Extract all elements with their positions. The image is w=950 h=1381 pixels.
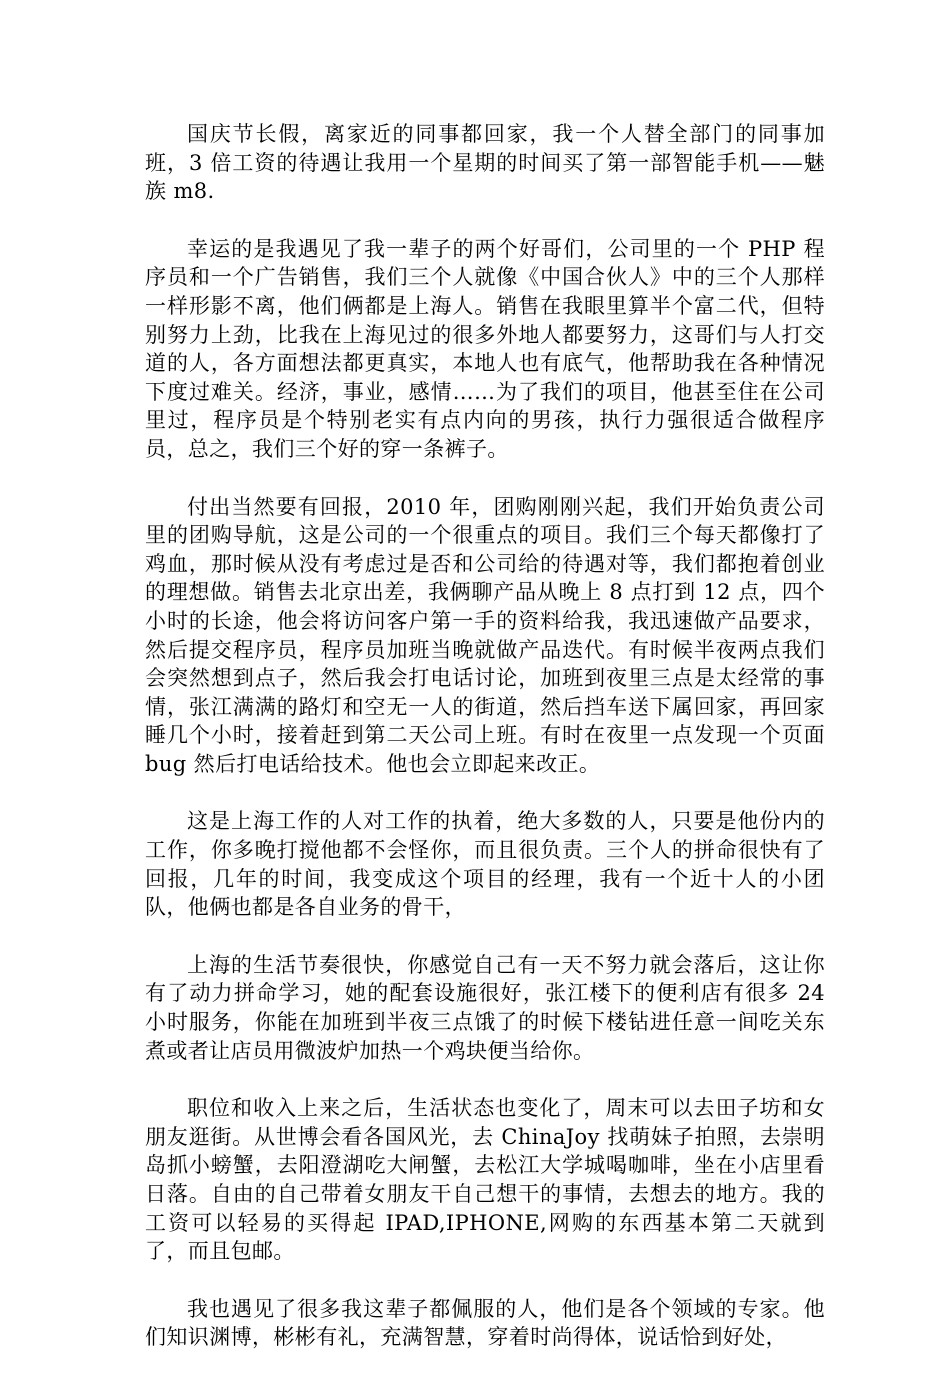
paragraph-3: 付出当然要有回报，2010 年，团购刚刚兴起，我们开始负责公司里的团购导航，这是公司的一个很重点的项目。我们三个每天都像打了鸡血，那时候从没有考虑过是否和公司给的待遇对等，我们都抱着创业的理想做。销售去北京出差，我俩聊产品从晚上 8 点打到 12 点，四个小时的长途，他会将访问客户第一手的资料给我，我迅速做产品要求，然后提交程序员，程序员加班当晚就做产品迭代。有时候半夜两点我们会突然想到点子，然后我会打电话讨论，加班到夜里三点是太经常的事情，张江满满的路灯和空无一人的街道，然后挡车送下属回家，再回家睡几个小时，接着赶到第二天公司上班。有时在夜里一点发现一个页面 bug 然后打电话给技术。他也会立即起来改正。 xyxy=(145,494,825,776)
paragraph-6: 职位和收入上来之后，生活状态也变化了，周末可以去田子坊和女朋友逛街。从世博会看各国风光，去 ChinaJoy 找萌妹子拍照，去崇明岛抓小螃蟹，去阳澄湖吃大闸蟹，去松江大学城喝咖啡，坐在小店里看日落。自由的自己带着女朋友干自己想干的事情，去想去的地方。我的工资可以轻易的买得起 IPAD,IPHONE,网购的东西基本第二天就到了，而且包邮。 xyxy=(145,1096,825,1264)
paragraph-7: 我也遇见了很多我这辈子都佩服的人，他们是各个领域的专家。他们知识渊博，彬彬有礼，充满智慧，穿着时尚得体，说话恰到好处， xyxy=(145,1296,825,1350)
paragraph-1: 国庆节长假，离家近的同事都回家，我一个人替全部门的同事加班，3 倍工资的待遇让我用一个星期的时间买了第一部智能手机——魅族 m8. xyxy=(145,122,825,204)
paragraph-5: 上海的生活节奏很快，你感觉自己有一天不努力就会落后，这让你有了动力拼命学习，她的配套设施很好，张江楼下的便利店有很多 24 小时服务，你能在加班到半夜三点饿了的时候下楼钻进任意一间吃关东煮或者让店员用微波炉加热一个鸡块便当给你。 xyxy=(145,952,825,1063)
paragraph-2: 幸运的是我遇见了我一辈子的两个好哥们，公司里的一个 PHP 程序员和一个广告销售，我们三个人就像《中国合伙人》中的三个人那样一样形影不离，他们俩都是上海人。销售在我眼里算半个富二代，但特别努力上劲，比我在上海见过的很多外地人都要努力，这哥们与人打交道的人，各方面想法都更真实，本地人也有底气，他帮助我在各种情况下度过难关。经济，事业，感情……为了我们的项目，他甚至住在公司里过，程序员是个特别老实有点内向的男孩，执行力强很适合做程序员，总之，我们三个好的穿一条裤子。 xyxy=(145,236,825,461)
article-body xyxy=(145,120,825,1381)
paragraph-4: 这是上海工作的人对工作的执着，绝大多数的人，只要是他份内的工作，你多晚打搅他都不会怪你，而且很负责。三个人的拼命很快有了回报，几年的时间，我变成这个项目的经理，我有一个近十人的小团队，他俩也都是各自业务的骨干， xyxy=(145,809,825,920)
